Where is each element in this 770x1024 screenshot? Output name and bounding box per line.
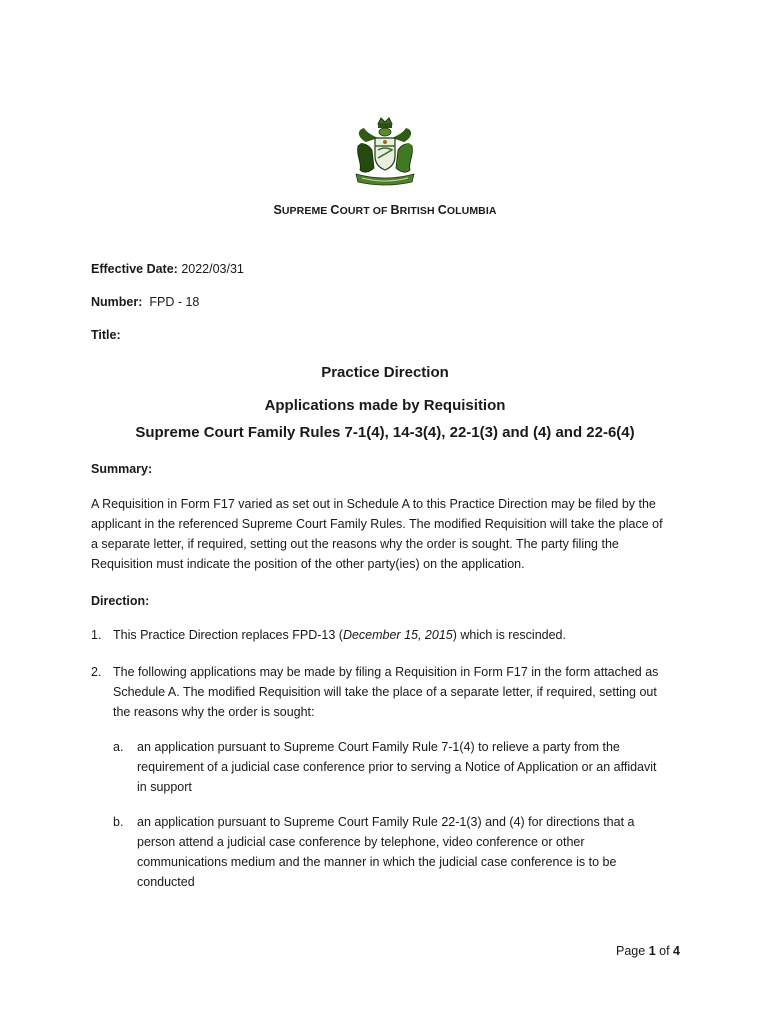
court-name-part: S [273,203,282,217]
title-field [91,328,121,342]
court-name-part: C [437,203,447,217]
doc-title-line3: Supreme Court Family Rules 7-1(4), 14-3(4), 22-1(3) and (4) and 22-6(4) [135,424,635,441]
court-name-part: OURT OF [339,205,391,217]
summary-line: Requisition must indicate the position of the other party(ies) on the application. [91,557,525,571]
summary-paragraph [91,494,691,574]
coat-of-arms-icon [348,116,422,190]
item-number: 2. [91,665,102,679]
item1-text: This Practice Direction replaces FPD-13 ( [113,628,343,642]
summary-line: applicant in the referenced Supreme Court Family Rules. The modified Requisition will take the place of [91,517,663,531]
sub-b-line: communications medium and the manner in which the judicial case conference is to be [137,855,617,869]
item2-line: Schedule A. The modified Requisition will take the place of a separate letter, if required, setting out [113,685,657,699]
effective-date-field [91,262,244,276]
summary-line: A Requisition in Form F17 varied as set out in Schedule A to this Practice Direction may be filed by the [91,497,656,511]
court-name-part: C [330,203,340,217]
sub-b-line: person attend a judicial case conference by telephone, video conference or other [137,835,585,849]
direction-sub-item-b [137,812,697,892]
sub-item-letter: a. [113,740,124,754]
number-value: FPD - 18 [149,295,200,309]
item-number: 1. [91,628,102,642]
of-word: of [659,944,670,958]
sub-a-line: in support [137,780,192,794]
page-number [616,944,680,958]
item1-date: December 15, 2015 [342,628,453,642]
court-name-part: OLUMBIA [446,205,497,217]
item2-line: the reasons why the order is sought: [113,705,315,719]
title-label: Title: [91,328,121,342]
item1-text-end: ) which is rescinded. [452,628,566,642]
sub-a-line: an application pursuant to Supreme Court Family Rule 7-1(4) to relieve a party from the [137,740,620,754]
summary-line: a separate letter, if required, setting out the reasons why the order is sought. The party filing the [91,537,619,551]
number-field [91,295,199,309]
doc-title-line1: Practice Direction [321,364,449,381]
effective-date-value: 2022/03/31 [181,262,244,276]
court-name-part: UPREME [281,205,331,217]
page-current: 1 [648,944,656,958]
sub-b-line: an application pursuant to Supreme Court Family Rule 22-1(3) and (4) for directions that a [137,815,635,829]
sub-item-letter: b. [113,815,124,829]
court-name [0,203,770,217]
page-total: 4 [673,944,680,958]
summary-heading: Summary: [91,462,153,476]
item2-line: The following applications may be made by filing a Requisition in Form F17 in the form attached as [113,665,659,679]
court-name-part: RITISH [399,205,438,217]
number-label: Number: [91,295,143,309]
direction-item-2 [113,662,693,722]
sub-a-line: requirement of a judicial case conference prior to serving a Notice of Application or an affidavit [137,760,657,774]
direction-sub-item-a [137,737,697,797]
court-name-part: B [390,203,400,217]
doc-title-line2: Applications made by Requisition [264,397,506,414]
direction-heading: Direction: [91,594,150,608]
sub-b-line: conducted [137,875,195,889]
effective-date-label: Effective Date: [91,262,178,276]
page-word: Page [616,944,646,958]
direction-item-1 [113,625,693,645]
